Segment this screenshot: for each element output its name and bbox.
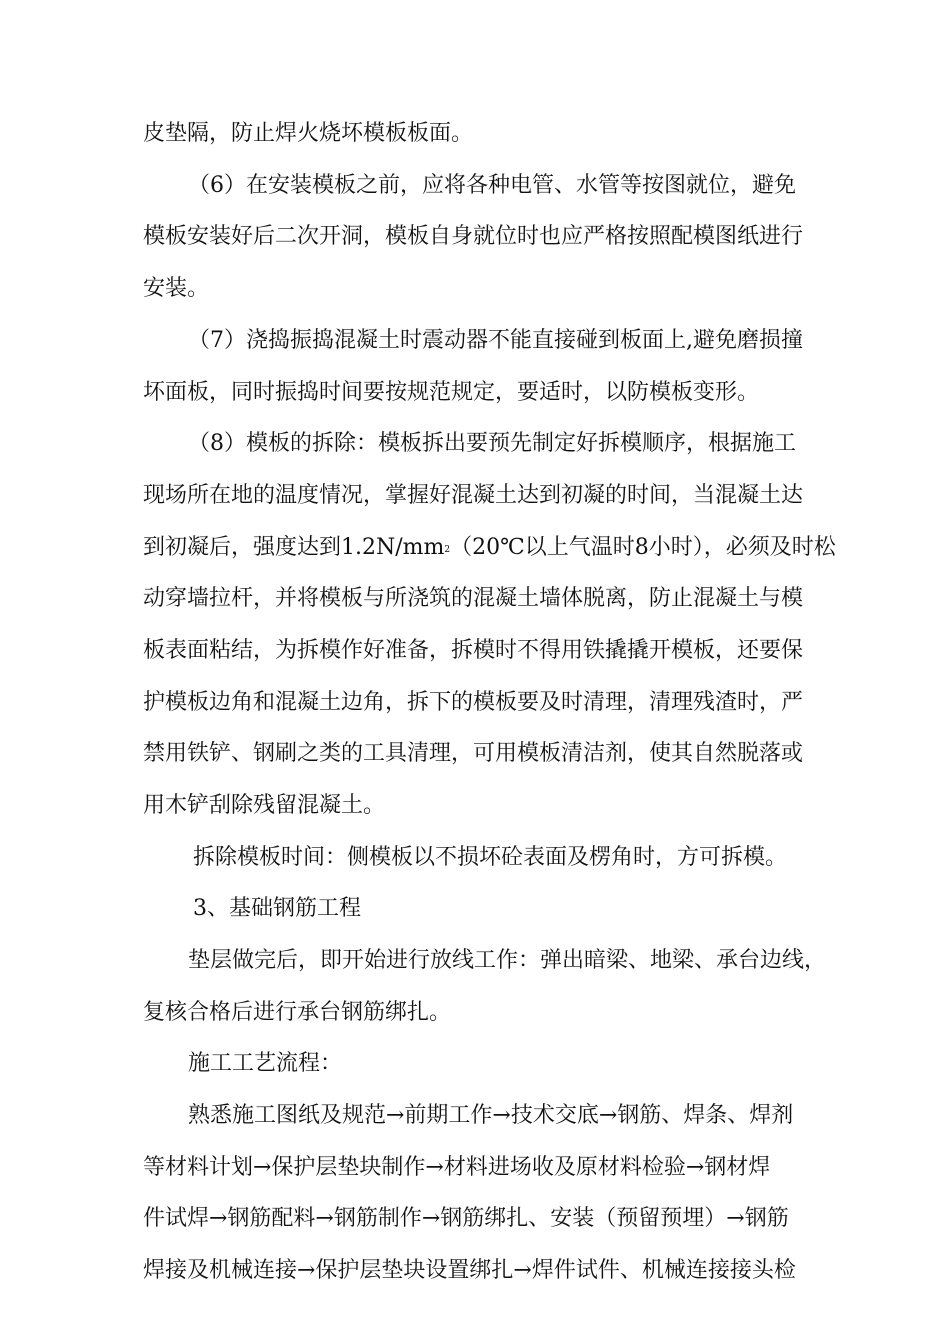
text-line: 施工工艺流程：: [188, 1051, 343, 1076]
text-line: 坏面板，同时振捣时间要按规范规定，要适时，以防模板变形。: [143, 380, 760, 405]
text-line: 现场所在地的温度情况，掌握好混凝土达到初凝的时间，当混凝土达: [143, 483, 804, 508]
text-segment: 到初凝后，强度达到1.2N/mm: [143, 535, 445, 560]
text-line: 等材料计划→保护层垫块制作→材料进场收及原材料检验→钢材焊: [143, 1155, 771, 1180]
text-line: （7）浇捣振捣混凝土时震动器不能直接碰到板面上,避免磨损撞: [188, 328, 803, 353]
text-line: 动穿墙拉杆，并将模板与所浇筑的混凝土墙体脱离，防止混凝土与模: [143, 586, 804, 611]
text-line: 熟悉施工图纸及规范→前期工作→技术交底→钢筋、焊条、焊剂: [188, 1103, 794, 1128]
text-line: 护模板边角和混凝土边角，拆下的模板要及时清理，清理残渣时，严: [143, 690, 804, 715]
text-line: 复核合格后进行承台钢筋绑扎。: [143, 1000, 452, 1025]
text-line: 安装。: [143, 276, 210, 301]
text-segment: （20℃以上气温时8小时），必须及时松: [450, 535, 836, 560]
text-line: （8）模板的拆除：模板拆出要预先制定好拆模顺序，根据施工: [188, 431, 796, 456]
text-line-with-unit: [143, 533, 836, 565]
text-line: 件试焊→钢筋配料→钢筋制作→钢筋绑扎、安装（预留预埋）→钢筋: [143, 1206, 789, 1231]
text-line: （6）在安装模板之前，应将各种电管、水管等按图就位，避免: [188, 173, 796, 198]
text-line: 禁用铁铲、钢刷之类的工具清理，可用模板清洁剂，使其自然脱落或: [143, 741, 804, 766]
text-line: 模板安装好后二次开洞，模板自身就位时也应严格按照配模图纸进行: [143, 224, 804, 249]
section-heading: 3、基础钢筋工程: [193, 896, 361, 921]
text-line: 板表面粘结，为拆模作好准备，拆模时不得用铁撬撬开模板，还要保: [143, 638, 804, 663]
text-line: 用木铲刮除残留混凝土。: [143, 793, 386, 818]
text-line: 焊接及机械连接→保护层垫块设置绑扎→焊件试件、机械连接接头检: [143, 1258, 796, 1283]
superscript-2: 2: [444, 545, 451, 555]
text-line: 拆除模板时间：侧模板以不损坏砼表面及楞角时，方可拆模。: [193, 845, 788, 870]
text-line: 垫层做完后，即开始进行放线工作：弹出暗梁、地梁、承台边线，: [188, 948, 827, 973]
text-line: 皮垫隔，防止焊火烧坏模板板面。: [143, 121, 474, 146]
